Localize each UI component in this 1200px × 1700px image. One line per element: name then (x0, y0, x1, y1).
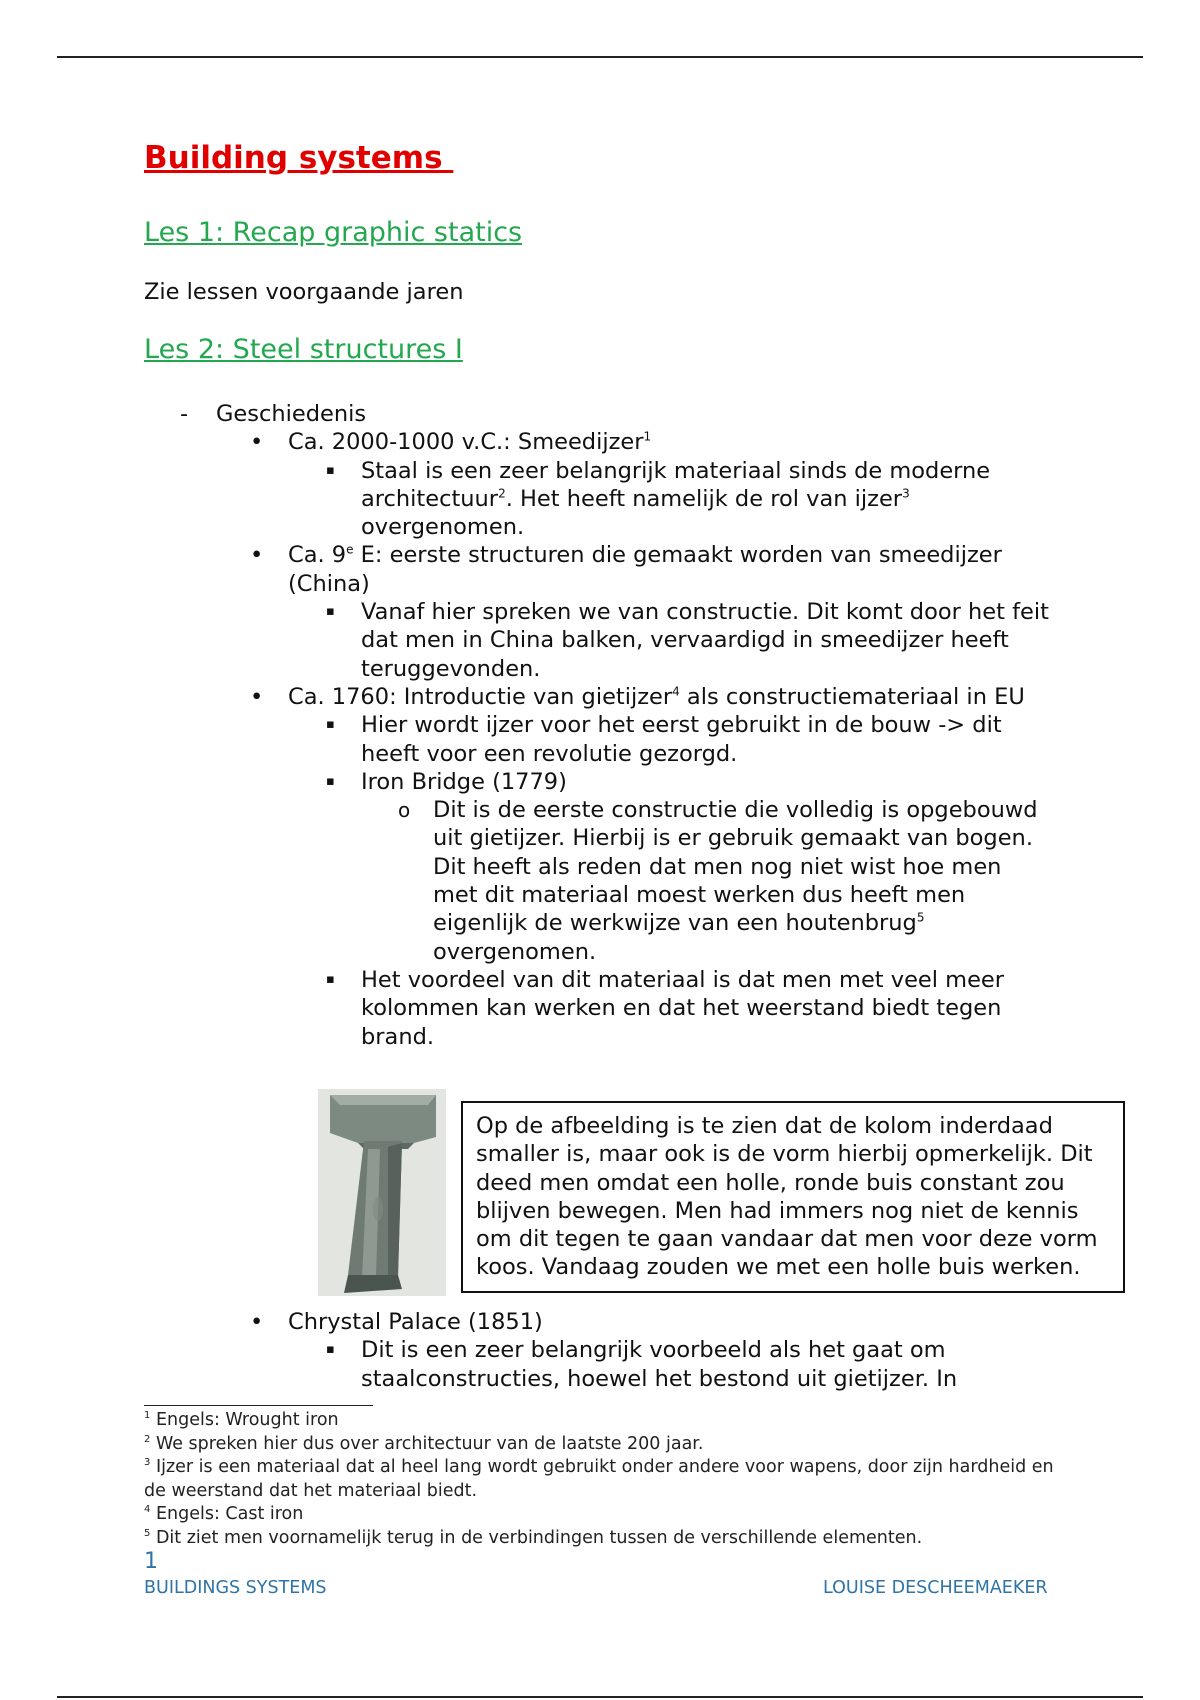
item-text: Chrystal Palace (1851) (288, 1309, 543, 1335)
bullet-marker: • (250, 542, 264, 569)
subbullet-staalconstructies (0, 1336, 1200, 1393)
lesson-2-heading: Les 2: Steel structures I (144, 334, 463, 365)
item-text: Geschiedenis (216, 401, 367, 427)
footnote-number: 2 (144, 1433, 151, 1445)
item-text: Ca. 2000-1000 v.C.: Smeedijzer (288, 429, 644, 456)
item-text: overgenomen. (361, 514, 525, 541)
outline-item-geschiedenis (0, 400, 1200, 428)
footnote-text: We spreken hier dus over architectuur van de laatste 200 jaar. (150, 1433, 704, 1454)
item-text: Dit is een zeer belangrijk voorbeeld als het gaat om staalconstructies, hoewel het bestond uit gietijzer. In (361, 1337, 958, 1392)
subbullet-iron-bridge (0, 768, 1200, 796)
bullet-marker: • (250, 1309, 264, 1335)
footnote-number: 5 (144, 1527, 151, 1539)
lesson-1-text: Zie lessen voorgaande jaren (144, 279, 464, 305)
subbullet-revolutie (0, 711, 1200, 768)
dash-marker: - (180, 401, 189, 427)
footnote-text: Engels: Cast iron (150, 1504, 304, 1524)
footnote-number: 3 (144, 1457, 151, 1469)
square-marker: ▪ (326, 717, 335, 733)
subsubbullet-iron-bridge-detail (0, 796, 1200, 966)
square-marker: ▪ (326, 462, 335, 478)
item-text: Het voordeel van dit materiaal is dat men met veel meer kolommen kan werken en dat het weerstand biedt tegen brand. (361, 966, 1005, 1050)
page-number: 1 (144, 1549, 158, 1574)
lesson-2-outline (0, 400, 1200, 1051)
footnote-ref: 5 (916, 910, 925, 925)
square-marker: ▪ (326, 971, 335, 987)
bullet-china (0, 541, 1200, 598)
footnote-text: Ijzer is een materiaal dat al heel lang wordt gebruikt onder andere voor wapens, door zijn hardheid en de weerstand dat het materiaal biedt. (144, 1457, 1054, 1501)
item-text: Dit is de eerste constructie die volledig is opgebouwd uit gietijzer. Hierbij is er gebruik gemaakt van bogen. Dit heeft als reden dat men nog niet wist hoe men met dit materiaal moest werken dus heeft men eigenlijk de werkwijze van een houtenbrug (433, 797, 1038, 937)
header-rule (57, 56, 1143, 58)
item-text: Staal is een zeer belangrijk materiaal sinds de moderne architectuur (361, 457, 991, 512)
item-text: E: eerste structuren die gemaakt worden van smeedijzer (China) (288, 542, 1002, 597)
footer-rule (57, 1696, 1143, 1698)
bullet-marker: • (250, 683, 264, 710)
square-marker: ▪ (326, 604, 335, 620)
cast-iron-column-photo (318, 1089, 446, 1296)
footnotes (144, 1409, 1064, 1550)
ordinal-suffix: e (346, 542, 354, 557)
footnote-2 (144, 1433, 1064, 1457)
footnote-4 (144, 1503, 1064, 1527)
footnote-number: 1 (144, 1410, 151, 1422)
item-text: . Het heeft namelijk de rol van ijzer (505, 485, 903, 512)
footnote-1 (144, 1409, 1064, 1433)
bullet-marker: • (250, 429, 264, 456)
footnote-ref: 4 (672, 684, 680, 699)
footnote-separator (144, 1405, 373, 1406)
footnote-ref: 1 (643, 429, 652, 444)
subbullet-constructie (0, 598, 1200, 683)
document-title: Building systems (144, 140, 454, 176)
item-text: als constructiemateriaal in EU (679, 683, 1025, 710)
item-text: Ca. 1760: Introductie van gietijzer (288, 683, 673, 710)
lesson-2-outline-continued (0, 1308, 1200, 1393)
bullet-gietijzer (0, 683, 1200, 711)
footnote-ref: 2 (498, 486, 506, 501)
item-text: Vanaf hier spreken we van constructie. Dit komt door het feit dat men in China balken, vervaardigd in smeedijzer heeft teruggevonden. (361, 599, 1049, 682)
square-marker: ▪ (326, 1342, 335, 1358)
lesson-1-heading: Les 1: Recap graphic statics (144, 217, 523, 248)
footnote-number: 4 (144, 1504, 151, 1516)
footnote-5 (144, 1527, 1064, 1551)
item-text: Iron Bridge (1779) (361, 768, 567, 795)
bullet-smeedijzer (0, 428, 1200, 456)
bullet-chrystal-palace (0, 1308, 1200, 1336)
image-caption-text: Op de afbeelding is te zien dat de kolom inderdaad smaller is, maar ook is de vorm hierbij opmerkelijk. Dit deed men omdat een holle, ronde buis constant zou blijven bewegen. Men had immers nog niet de kennis om dit tegen te gaan vandaar dat men voor deze vorm koos. Vandaag zouden we met een holle buis werken. (476, 1113, 1098, 1281)
footnote-text: Dit ziet men voornamelijk terug in de verbindingen tussen de verschillende elementen. (150, 1527, 923, 1548)
square-marker: ▪ (326, 773, 335, 789)
footer-author: LOUISE DESCHEEMAEKER (823, 1578, 1048, 1598)
image-caption-box (461, 1101, 1125, 1293)
subbullet-staal (0, 457, 1200, 542)
footnote-3 (144, 1456, 1064, 1503)
footnote-text: Engels: Wrought iron (150, 1410, 339, 1430)
footnote-ref: 3 (902, 486, 910, 501)
circle-marker: o (398, 798, 411, 823)
item-text: Ca. 9 (288, 542, 347, 569)
item-text: overgenomen. (433, 938, 597, 965)
subbullet-voordeel (0, 966, 1200, 1051)
item-text: Hier wordt ijzer voor het eerst gebruikt in de bouw -> dit heeft voor een revolutie gezorgd. (361, 712, 1002, 767)
footer-course-title: BUILDINGS SYSTEMS (144, 1578, 327, 1598)
